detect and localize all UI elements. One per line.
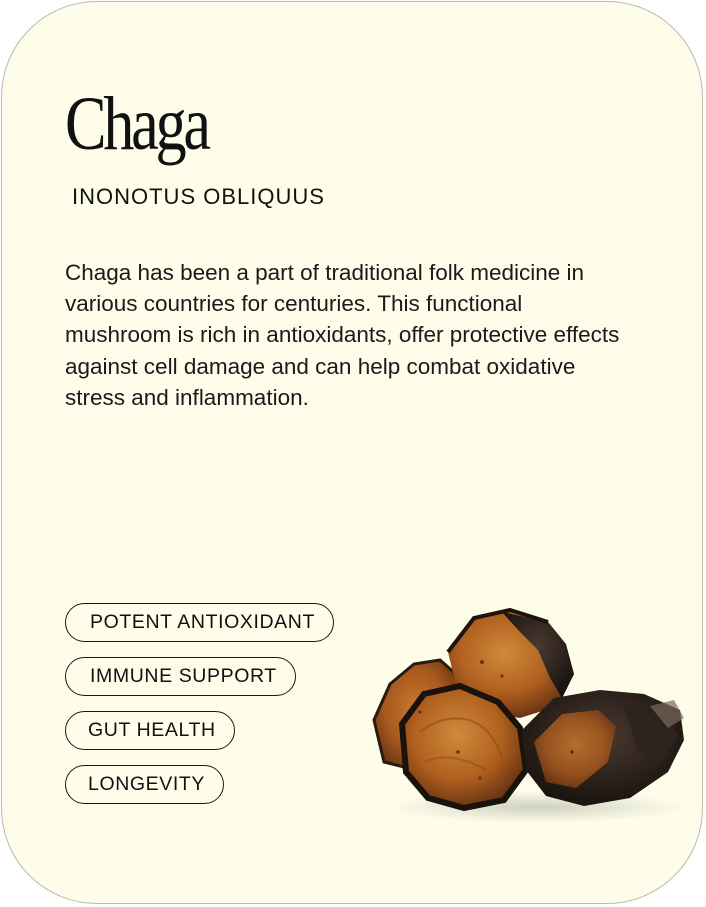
benefit-tag-potent-antioxidant: POTENT ANTIOXIDANT bbox=[65, 603, 334, 642]
product-card bbox=[1, 1, 703, 904]
description-text: Chaga has been a part of traditional folk medicine in various countries for centuries. This functional mushroom is rich in antioxidants, offer protective effects against cell damage and can help combat oxidative stress and inflammation. bbox=[65, 260, 620, 410]
chaga-mushroom-image bbox=[362, 602, 692, 832]
scientific-name: INONOTUS OBLIQUUS bbox=[72, 184, 325, 209]
benefit-tags bbox=[65, 603, 334, 804]
mushroom-title: Chaga bbox=[65, 82, 208, 166]
benefit-tag-gut-health: GUT HEALTH bbox=[65, 711, 235, 750]
benefit-tag-immune-support: IMMUNE SUPPORT bbox=[65, 657, 296, 696]
benefit-tag-longevity: LONGEVITY bbox=[65, 765, 224, 804]
